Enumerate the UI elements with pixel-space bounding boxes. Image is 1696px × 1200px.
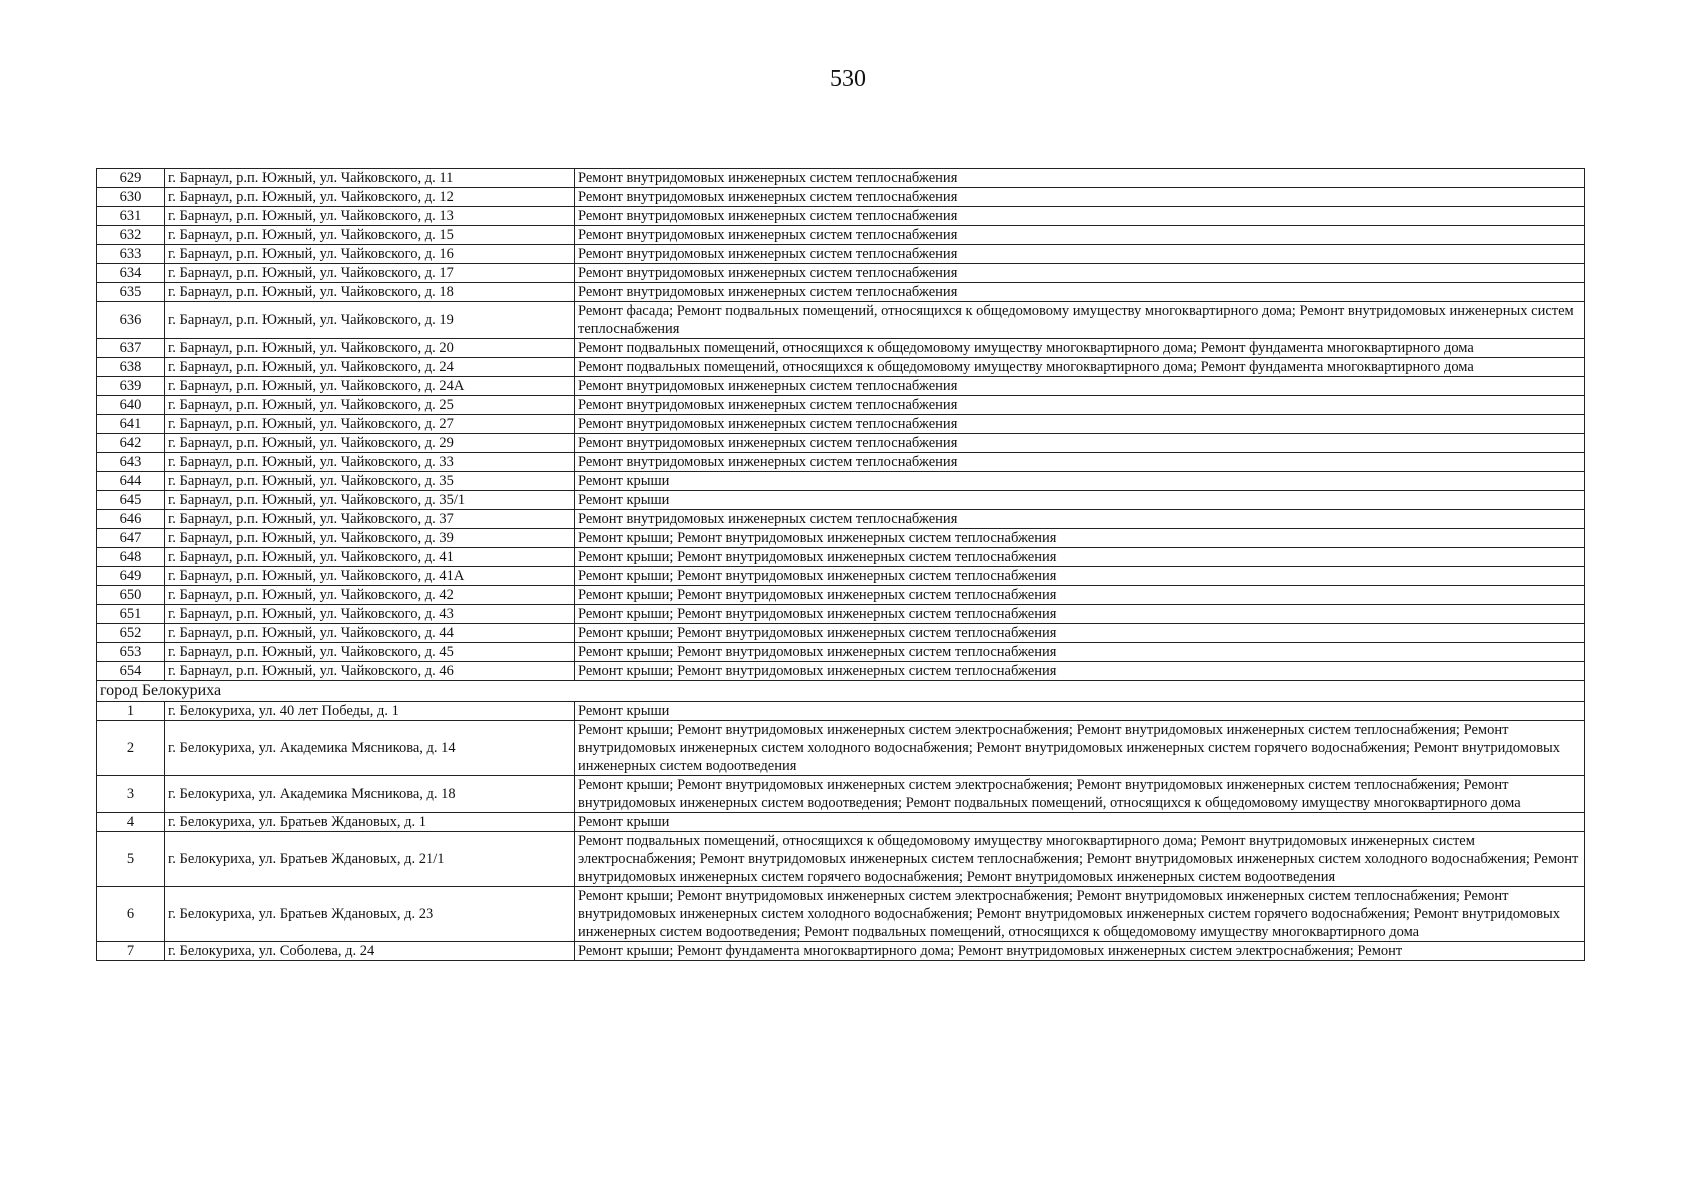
- row-address: г. Белокуриха, ул. Академика Мясникова, д. 18: [165, 776, 575, 813]
- row-number: 631: [97, 207, 165, 226]
- row-address: г. Барнаул, р.п. Южный, ул. Чайковского, д. 24: [165, 358, 575, 377]
- table-row: [97, 491, 1585, 510]
- row-address: г. Барнаул, р.п. Южный, ул. Чайковского, д. 11: [165, 169, 575, 188]
- row-work-types: Ремонт фасада; Ремонт подвальных помещений, относящихся к общедомовому имуществу многоквартирного дома; Ремонт внутридомовых инженерных систем теплоснабжения: [575, 302, 1585, 339]
- row-work-types: Ремонт крыши; Ремонт фундамента многоквартирного дома; Ремонт внутридомовых инженерных систем электроснабжения; Ремонт: [575, 942, 1585, 961]
- table-row: [97, 721, 1585, 776]
- row-work-types: Ремонт внутридомовых инженерных систем теплоснабжения: [575, 169, 1585, 188]
- row-number: 642: [97, 434, 165, 453]
- table-body-belokurikha: [97, 702, 1585, 961]
- table-row: [97, 207, 1585, 226]
- table-row: [97, 339, 1585, 358]
- row-address: г. Барнаул, р.п. Южный, ул. Чайковского, д. 16: [165, 245, 575, 264]
- row-address: г. Барнаул, р.п. Южный, ул. Чайковского, д. 42: [165, 586, 575, 605]
- row-address: г. Барнаул, р.п. Южный, ул. Чайковского, д. 37: [165, 510, 575, 529]
- row-work-types: Ремонт крыши; Ремонт внутридомовых инженерных систем теплоснабжения: [575, 643, 1585, 662]
- table-row: [97, 510, 1585, 529]
- row-address: г. Барнаул, р.п. Южный, ул. Чайковского, д. 46: [165, 662, 575, 681]
- row-work-types: Ремонт внутридомовых инженерных систем теплоснабжения: [575, 415, 1585, 434]
- table-row: [97, 702, 1585, 721]
- row-address: г. Барнаул, р.п. Южный, ул. Чайковского, д. 15: [165, 226, 575, 245]
- table-row: [97, 169, 1585, 188]
- row-number: 7: [97, 942, 165, 961]
- row-address: г. Барнаул, р.п. Южный, ул. Чайковского, д. 13: [165, 207, 575, 226]
- row-number: 636: [97, 302, 165, 339]
- row-address: г. Барнаул, р.п. Южный, ул. Чайковского, д. 27: [165, 415, 575, 434]
- table-row: [97, 548, 1585, 567]
- row-work-types: Ремонт внутридомовых инженерных систем теплоснабжения: [575, 377, 1585, 396]
- table-row: [97, 776, 1585, 813]
- row-address: г. Барнаул, р.п. Южный, ул. Чайковского, д. 18: [165, 283, 575, 302]
- table-row: [97, 472, 1585, 491]
- row-work-types: Ремонт крыши; Ремонт внутридомовых инженерных систем электроснабжения; Ремонт внутридомовых инженерных систем теплоснабжения; Ремонт внутридомовых инженерных систем водоотведения; Ремонт подвальных помещений, относящихся к общедомовому имуществу многоквартирного дома: [575, 776, 1585, 813]
- row-work-types: Ремонт крыши: [575, 491, 1585, 510]
- table-row: [97, 453, 1585, 472]
- row-number: 649: [97, 567, 165, 586]
- row-work-types: Ремонт внутридомовых инженерных систем теплоснабжения: [575, 264, 1585, 283]
- table-row: [97, 415, 1585, 434]
- row-number: 2: [97, 721, 165, 776]
- row-work-types: Ремонт крыши; Ремонт внутридомовых инженерных систем электроснабжения; Ремонт внутридомовых инженерных систем теплоснабжения; Ремонт внутридомовых инженерных систем холодного водоснабжения; Ремонт внутридомовых инженерных систем горячего водоснабжения; Ремонт внутридомовых инженерных систем водоотведения; Ремонт подвальных помещений, относящихся к общедомовому имуществу многоквартирного дома: [575, 887, 1585, 942]
- row-work-types: Ремонт подвальных помещений, относящихся к общедомовому имуществу многоквартирного дома; Ремонт фундамента многоквартирного дома: [575, 358, 1585, 377]
- row-work-types: Ремонт крыши; Ремонт внутридомовых инженерных систем теплоснабжения: [575, 567, 1585, 586]
- row-work-types: Ремонт крыши; Ремонт внутридомовых инженерных систем теплоснабжения: [575, 586, 1585, 605]
- row-address: г. Барнаул, р.п. Южный, ул. Чайковского, д. 25: [165, 396, 575, 415]
- row-number: 634: [97, 264, 165, 283]
- row-work-types: Ремонт внутридомовых инженерных систем теплоснабжения: [575, 510, 1585, 529]
- row-address: г. Барнаул, р.п. Южный, ул. Чайковского, д. 35/1: [165, 491, 575, 510]
- repair-register-table: [96, 168, 1585, 961]
- table-row: [97, 283, 1585, 302]
- row-number: 630: [97, 188, 165, 207]
- row-work-types: Ремонт внутридомовых инженерных систем теплоснабжения: [575, 453, 1585, 472]
- row-address: г. Белокуриха, ул. 40 лет Победы, д. 1: [165, 702, 575, 721]
- row-work-types: Ремонт крыши; Ремонт внутридомовых инженерных систем теплоснабжения: [575, 548, 1585, 567]
- table-row: [97, 264, 1585, 283]
- row-number: 3: [97, 776, 165, 813]
- row-address: г. Барнаул, р.п. Южный, ул. Чайковского, д. 43: [165, 605, 575, 624]
- row-work-types: Ремонт крыши; Ремонт внутридомовых инженерных систем теплоснабжения: [575, 605, 1585, 624]
- row-number: 640: [97, 396, 165, 415]
- table-row: [97, 605, 1585, 624]
- table-row: [97, 942, 1585, 961]
- table-row: [97, 813, 1585, 832]
- row-number: 654: [97, 662, 165, 681]
- row-work-types: Ремонт крыши: [575, 702, 1585, 721]
- row-address: г. Барнаул, р.п. Южный, ул. Чайковского, д. 45: [165, 643, 575, 662]
- page-number: 530: [830, 66, 866, 92]
- table-row: [97, 188, 1585, 207]
- row-number: 647: [97, 529, 165, 548]
- section-row: [97, 681, 1585, 702]
- row-address: г. Барнаул, р.п. Южный, ул. Чайковского, д. 17: [165, 264, 575, 283]
- table-row: [97, 529, 1585, 548]
- table-row: [97, 226, 1585, 245]
- row-address: г. Белокуриха, ул. Братьев Ждановых, д. 1: [165, 813, 575, 832]
- table-body-barnaul: [97, 169, 1585, 681]
- row-address: г. Белокуриха, ул. Соболева, д. 24: [165, 942, 575, 961]
- row-number: 653: [97, 643, 165, 662]
- row-address: г. Барнаул, р.п. Южный, ул. Чайковского, д. 33: [165, 453, 575, 472]
- table-row: [97, 377, 1585, 396]
- row-number: 633: [97, 245, 165, 264]
- row-work-types: Ремонт подвальных помещений, относящихся к общедомовому имуществу многоквартирного дома; Ремонт внутридомовых инженерных систем электроснабжения; Ремонт внутридомовых инженерных систем теплоснабжения; Ремонт внутридомовых инженерных систем холодного водоснабжения; Ремонт внутридомовых инженерных систем горячего водоснабжения; Ремонт внутридомовых инженерных систем водоотведения: [575, 832, 1585, 887]
- row-work-types: Ремонт крыши: [575, 472, 1585, 491]
- row-work-types: Ремонт внутридомовых инженерных систем теплоснабжения: [575, 245, 1585, 264]
- row-number: 637: [97, 339, 165, 358]
- row-number: 646: [97, 510, 165, 529]
- row-number: 6: [97, 887, 165, 942]
- table-row: [97, 302, 1585, 339]
- row-address: г. Барнаул, р.п. Южный, ул. Чайковского, д. 19: [165, 302, 575, 339]
- table-row: [97, 643, 1585, 662]
- row-number: 629: [97, 169, 165, 188]
- row-number: 643: [97, 453, 165, 472]
- row-number: 651: [97, 605, 165, 624]
- row-number: 648: [97, 548, 165, 567]
- row-number: 1: [97, 702, 165, 721]
- row-work-types: Ремонт крыши; Ремонт внутридомовых инженерных систем теплоснабжения: [575, 529, 1585, 548]
- row-number: 639: [97, 377, 165, 396]
- row-work-types: Ремонт внутридомовых инженерных систем теплоснабжения: [575, 396, 1585, 415]
- table-row: [97, 245, 1585, 264]
- row-work-types: Ремонт крыши; Ремонт внутридомовых инженерных систем электроснабжения; Ремонт внутридомовых инженерных систем теплоснабжения; Ремонт внутридомовых инженерных систем холодного водоснабжения; Ремонт внутридомовых инженерных систем горячего водоснабжения; Ремонт внутридомовых инженерных систем водоотведения: [575, 721, 1585, 776]
- row-address: г. Барнаул, р.п. Южный, ул. Чайковского, д. 41А: [165, 567, 575, 586]
- table-row: [97, 662, 1585, 681]
- row-work-types: Ремонт подвальных помещений, относящихся к общедомовому имуществу многоквартирного дома; Ремонт фундамента многоквартирного дома: [575, 339, 1585, 358]
- row-work-types: Ремонт крыши: [575, 813, 1585, 832]
- row-address: г. Барнаул, р.п. Южный, ул. Чайковского, д. 44: [165, 624, 575, 643]
- row-work-types: Ремонт внутридомовых инженерных систем теплоснабжения: [575, 226, 1585, 245]
- row-address: г. Барнаул, р.п. Южный, ул. Чайковского, д. 29: [165, 434, 575, 453]
- table-row: [97, 832, 1585, 887]
- row-number: 4: [97, 813, 165, 832]
- row-number: 652: [97, 624, 165, 643]
- row-number: 644: [97, 472, 165, 491]
- table-row: [97, 887, 1585, 942]
- row-work-types: Ремонт крыши; Ремонт внутридомовых инженерных систем теплоснабжения: [575, 662, 1585, 681]
- table-row: [97, 567, 1585, 586]
- table-row: [97, 586, 1585, 605]
- row-address: г. Барнаул, р.п. Южный, ул. Чайковского, д. 35: [165, 472, 575, 491]
- row-number: 650: [97, 586, 165, 605]
- row-address: г. Барнаул, р.п. Южный, ул. Чайковского, д. 41: [165, 548, 575, 567]
- table-row: [97, 624, 1585, 643]
- table-row: [97, 434, 1585, 453]
- row-number: 638: [97, 358, 165, 377]
- row-work-types: Ремонт внутридомовых инженерных систем теплоснабжения: [575, 188, 1585, 207]
- row-work-types: Ремонт внутридомовых инженерных систем теплоснабжения: [575, 434, 1585, 453]
- row-address: г. Барнаул, р.п. Южный, ул. Чайковского, д. 20: [165, 339, 575, 358]
- row-number: 635: [97, 283, 165, 302]
- row-number: 5: [97, 832, 165, 887]
- row-work-types: Ремонт внутридомовых инженерных систем теплоснабжения: [575, 207, 1585, 226]
- row-number: 632: [97, 226, 165, 245]
- row-work-types: Ремонт внутридомовых инженерных систем теплоснабжения: [575, 283, 1585, 302]
- row-address: г. Белокуриха, ул. Братьев Ждановых, д. 21/1: [165, 832, 575, 887]
- row-address: г. Барнаул, р.п. Южный, ул. Чайковского, д. 24А: [165, 377, 575, 396]
- row-address: г. Белокуриха, ул. Академика Мясникова, д. 14: [165, 721, 575, 776]
- section-title: город Белокуриха: [97, 681, 1585, 702]
- row-number: 641: [97, 415, 165, 434]
- table-row: [97, 358, 1585, 377]
- row-work-types: Ремонт крыши; Ремонт внутридомовых инженерных систем теплоснабжения: [575, 624, 1585, 643]
- table-row: [97, 396, 1585, 415]
- row-address: г. Барнаул, р.п. Южный, ул. Чайковского, д. 39: [165, 529, 575, 548]
- row-number: 645: [97, 491, 165, 510]
- row-address: г. Барнаул, р.п. Южный, ул. Чайковского, д. 12: [165, 188, 575, 207]
- row-address: г. Белокуриха, ул. Братьев Ждановых, д. 23: [165, 887, 575, 942]
